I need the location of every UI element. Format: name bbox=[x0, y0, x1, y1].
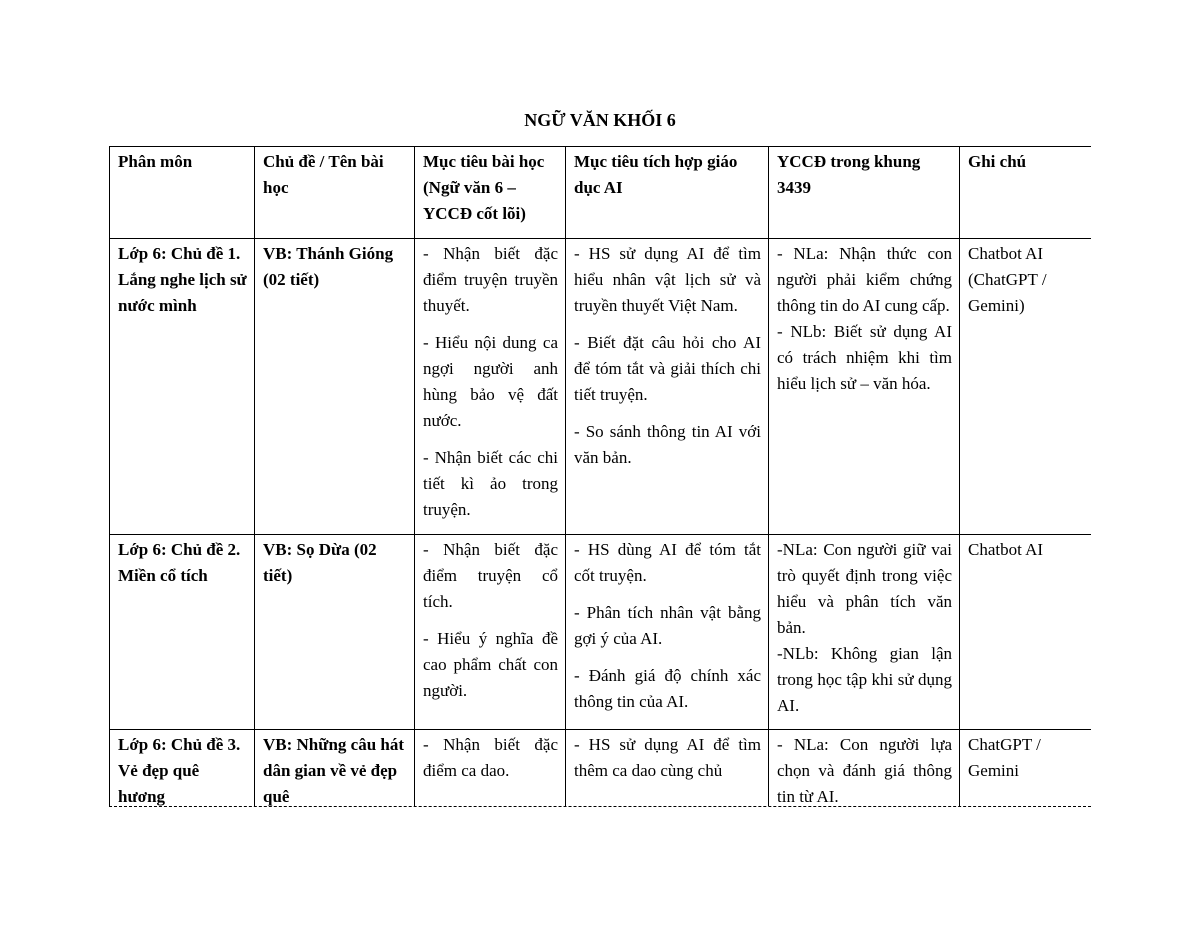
table-row bbox=[110, 535, 1092, 730]
cell-muc-tieu-ai bbox=[566, 730, 769, 808]
cell-paragraph: -NLb: Không gian lận trong học tập khi sử dụng AI. bbox=[777, 644, 952, 715]
header-ghi-chu: Ghi chú bbox=[960, 147, 1092, 239]
cell-paragraph: - NLa: Con người lựa chọn và đánh giá thông tin từ AI. bbox=[777, 735, 952, 806]
cell-muc-tieu-ai bbox=[566, 239, 769, 535]
cell-paragraph: - Nhận biết đặc điểm truyện truyền thuyết. bbox=[423, 244, 558, 315]
cell-paragraph: - NLa: Nhận thức con người phải kiểm chứng thông tin do AI cung cấp. bbox=[777, 244, 952, 315]
page-title: NGỮ VĂN KHỐI 6 bbox=[524, 110, 676, 130]
cell-yccd bbox=[769, 239, 960, 535]
table-row bbox=[110, 730, 1092, 808]
cell-chu-de: VB: Những câu hát dân gian về vẻ đẹp quê bbox=[255, 730, 415, 808]
cell-ghi-chu: Chatbot AI bbox=[960, 535, 1092, 730]
cell-paragraph: - Phân tích nhân vật bằng gợi ý của AI. bbox=[574, 603, 761, 648]
header-muc-tieu-ai: Mục tiêu tích hợp giáo dục AI bbox=[566, 147, 769, 239]
cell-phan-mon: Lớp 6: Chủ đề 1. Lắng nghe lịch sử nước mình bbox=[110, 239, 255, 535]
cell-paragraph: - Hiểu ý nghĩa đề cao phẩm chất con người. bbox=[423, 629, 558, 700]
header-yccd: YCCĐ trong khung 3439 bbox=[769, 147, 960, 239]
cell-muc-tieu bbox=[415, 730, 566, 808]
curriculum-table bbox=[109, 146, 1091, 807]
cell-phan-mon: Lớp 6: Chủ đề 3. Vẻ đẹp quê hương bbox=[110, 730, 255, 808]
cell-paragraph: - Hiểu nội dung ca ngợi người anh hùng bảo vệ đất nước. bbox=[423, 333, 558, 430]
cell-chu-de: VB: Thánh Gióng (02 tiết) bbox=[255, 239, 415, 535]
cell-paragraph: - NLb: Biết sử dụng AI có trách nhiệm khi tìm hiểu lịch sử – văn hóa. bbox=[777, 322, 952, 393]
cell-yccd bbox=[769, 535, 960, 730]
cell-chu-de: VB: Sọ Dừa (02 tiết) bbox=[255, 535, 415, 730]
cell-yccd bbox=[769, 730, 960, 808]
cell-paragraph: -NLa: Con người giữ vai trò quyết định trong việc hiểu và phân tích văn bản. bbox=[777, 540, 952, 637]
header-chu-de: Chủ đề / Tên bài học bbox=[255, 147, 415, 239]
cell-phan-mon: Lớp 6: Chủ đề 2. Miền cổ tích bbox=[110, 535, 255, 730]
header-phan-mon: Phân môn bbox=[110, 147, 255, 239]
cell-paragraph: - Biết đặt câu hỏi cho AI để tóm tắt và giải thích chi tiết truyện. bbox=[574, 333, 761, 404]
header-muc-tieu: Mục tiêu bài học (Ngữ văn 6 – YCCĐ cốt lõi) bbox=[415, 147, 566, 239]
cell-muc-tieu bbox=[415, 239, 566, 535]
cell-muc-tieu bbox=[415, 535, 566, 730]
cell-ghi-chu: Chatbot AI (ChatGPT / Gemini) bbox=[960, 239, 1092, 535]
table-header-row bbox=[110, 147, 1092, 239]
cell-paragraph: - Nhận biết đặc điểm truyện cổ tích. bbox=[423, 540, 558, 611]
cell-paragraph: - HS dùng AI để tóm tắt cốt truyện. bbox=[574, 540, 761, 585]
cell-paragraph: - Nhận biết đặc điểm ca dao. bbox=[423, 735, 558, 780]
cell-paragraph: - HS sử dụng AI để tìm thêm ca dao cùng chủ bbox=[574, 735, 761, 780]
cell-paragraph: - Nhận biết các chi tiết kì ảo trong truyện. bbox=[423, 448, 558, 519]
cell-ghi-chu: ChatGPT / Gemini bbox=[960, 730, 1092, 808]
cell-paragraph: - HS sử dụng AI để tìm hiểu nhân vật lịch sử và truyền thuyết Việt Nam. bbox=[574, 244, 761, 315]
cell-paragraph: - Đánh giá độ chính xác thông tin của AI. bbox=[574, 666, 761, 711]
table-row bbox=[110, 239, 1092, 535]
cell-paragraph: - So sánh thông tin AI với văn bản. bbox=[574, 422, 761, 467]
curriculum-table-wrapper bbox=[109, 146, 1091, 807]
cell-muc-tieu-ai bbox=[566, 535, 769, 730]
